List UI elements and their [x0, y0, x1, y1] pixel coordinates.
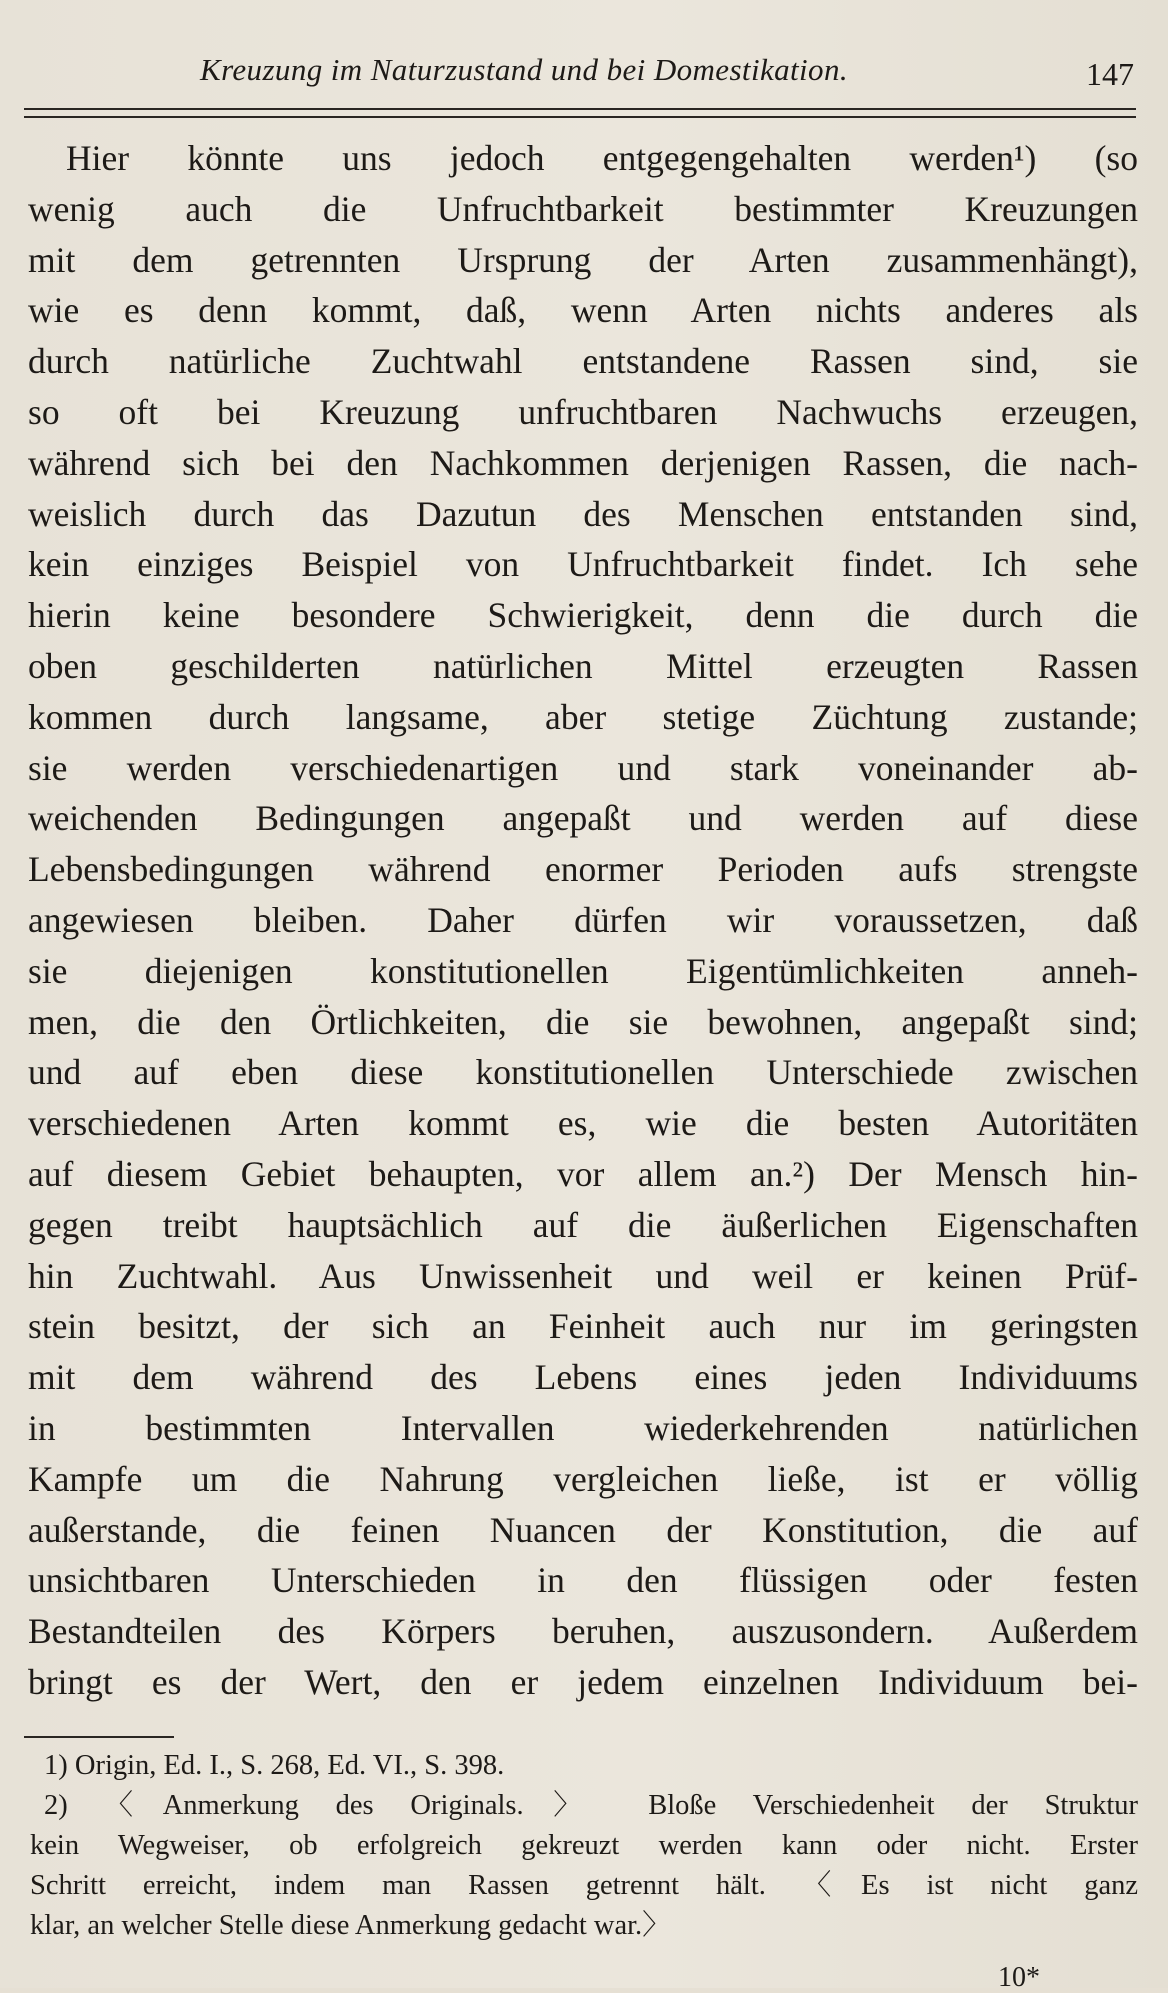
text-line: Bestandteilen des Körpers beruhen, auszusondern. Außerdem — [28, 1611, 1138, 1652]
text-line: weislich durch das Dazutun des Menschen entstanden sind, — [28, 493, 1138, 534]
text-line: sie werden verschiedenartigen und stark voneinander ab- — [28, 747, 1138, 788]
text-line: in bestimmten Intervallen wiederkehrenden natürlichen — [28, 1407, 1138, 1448]
text-line: mit dem während des Lebens eines jeden Individuums — [28, 1357, 1138, 1398]
footnote-rule — [24, 1736, 174, 1738]
text-line: stein besitzt, der sich an Feinheit auch nur im geringsten — [28, 1306, 1138, 1347]
text-line: durch natürliche Zuchtwahl entstandene Rassen sind, sie — [28, 341, 1138, 382]
text-line: angewiesen bleiben. Daher dürfen wir voraussetzen, daß — [28, 899, 1138, 940]
header-rule-top — [24, 108, 1136, 110]
footnote-1: 1) Origin, Ed. I., S. 268, Ed. VI., S. 398. — [44, 1750, 505, 1781]
text-line: während sich bei den Nachkommen derjenigen Rassen, die nach- — [28, 442, 1138, 483]
text-line: mit dem getrennten Ursprung der Arten zusammenhängt), — [28, 239, 1138, 280]
text-line: auf diesem Gebiet behaupten, vor allem an.²) Der Mensch hin- — [28, 1153, 1138, 1194]
header-rule-bottom — [24, 116, 1136, 118]
footnote-2-line: klar, an welcher Stelle diese Anmerkung gedacht war.〉 — [30, 1910, 671, 1941]
text-line: kein einziges Beispiel von Unfruchtbarkeit findet. Ich sehe — [28, 544, 1138, 585]
text-line: außerstande, die feinen Nuancen der Konstitution, die auf — [28, 1509, 1138, 1550]
main-text — [28, 133, 1138, 1708]
text-line: Kampfe um die Nahrung vergleichen ließe, ist er völlig — [28, 1458, 1138, 1499]
text-line: wie es denn kommt, daß, wenn Arten nichts anderes als — [28, 290, 1138, 331]
text-line: hierin keine besondere Schwierigkeit, denn die durch die — [28, 595, 1138, 636]
text-line: gegen treibt hauptsächlich auf die äußerlichen Eigenschaften — [28, 1204, 1138, 1245]
footnote-2-line: 2) 〈Anmerkung des Originals.〉 Bloße Verschiedenheit der Struktur — [44, 1790, 1138, 1821]
text-line: bringt es der Wert, den er jedem einzelnen Individuum bei- — [28, 1661, 1138, 1702]
text-line: weichenden Bedingungen angepaßt und werden auf diese — [28, 798, 1138, 839]
text-line: wenig auch die Unfruchtbarkeit bestimmter Kreuzungen — [28, 188, 1138, 229]
footnote-2-line: Schritt erreicht, indem man Rassen getrennt hält. 〈Es ist nicht ganz — [30, 1870, 1138, 1901]
text-line: Hier könnte uns jedoch entgegengehalten werden¹) (so — [66, 138, 1138, 178]
text-line: unsichtbaren Unterschieden in den flüssigen oder festen — [28, 1560, 1138, 1601]
running-title: Kreuzung im Naturzustand und bei Domestikation. — [200, 52, 848, 87]
running-head — [24, 46, 1134, 92]
text-line: hin Zuchtwahl. Aus Unwissenheit und weil er keinen Prüf- — [28, 1255, 1138, 1296]
text-line: Lebensbedingungen während enormer Perioden aufs strengste — [28, 849, 1138, 890]
footnote-2-line: kein Wegweiser, ob erfolgreich gekreuzt werden kann oder nicht. Erster — [30, 1830, 1138, 1861]
text-line: so oft bei Kreuzung unfruchtbaren Nachwuchs erzeugen, — [28, 391, 1138, 432]
text-line: verschiedenen Arten kommt es, wie die besten Autoritäten — [28, 1103, 1138, 1144]
text-line: sie diejenigen konstitutionellen Eigentümlichkeiten anneh- — [28, 950, 1138, 991]
footnotes — [30, 1746, 1138, 1946]
page-number: 147 — [1086, 56, 1134, 92]
text-line: oben geschilderten natürlichen Mittel erzeugten Rassen — [28, 645, 1138, 686]
printer-signature: 10* — [998, 1962, 1040, 1993]
text-line: und auf eben diese konstitutionellen Unterschiede zwischen — [28, 1052, 1138, 1093]
text-line: men, die den Örtlichkeiten, die sie bewohnen, angepaßt sind; — [28, 1001, 1138, 1042]
text-line: kommen durch langsame, aber stetige Züchtung zustande; — [28, 696, 1138, 737]
